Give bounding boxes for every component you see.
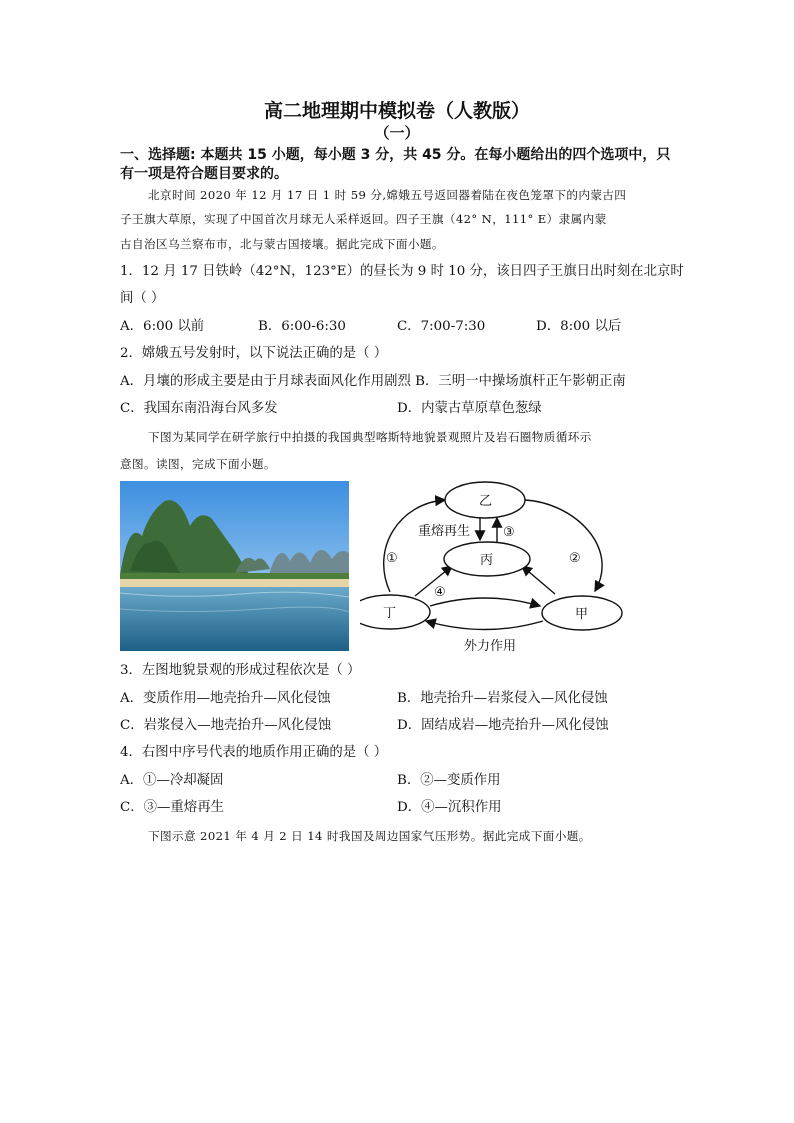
q1-stem-line2: 间（ ） (120, 291, 165, 306)
q2-stem: 2．嫦娥五号发射时，以下说法正确的是（ ） (120, 346, 388, 361)
q1-option-d: D．8:00 以后 (536, 319, 622, 334)
q3-stem: 3．左图地貌景观的形成过程依次是（ ） (120, 663, 361, 678)
q1-stem-line1: 1．12 月 17 日铁岭（42°N，123°E）的昼长为 9 时 10 分，该日四子王旗日出时刻在北京时 (120, 264, 684, 279)
q1-option-c: C．7:00-7:30 (397, 319, 486, 334)
q4-stem: 4．右图中序号代表的地质作用正确的是（ ） (120, 745, 388, 760)
q3-option-d: D．固结成岩—地壳抬升—风化侵蚀 (397, 718, 609, 733)
passage2-line2: 意图。读图，完成下面小题。 (120, 457, 276, 471)
label-4: ④ (434, 585, 446, 600)
node-bing-label: 丙 (480, 553, 494, 568)
section-heading-line1: 一、选择题: 本题共 15 小题，每小题 3 分，共 45 分。在每小题给出的四个选项中，只 (120, 147, 671, 163)
q3-option-c: C．岩浆侵入—地壳抬升—风化侵蚀 (120, 718, 332, 733)
page-subtitle: （一） (374, 124, 420, 142)
passage1-line3: 古自治区乌兰察布市，北与蒙古国接壤。据此完成下面小题。 (120, 237, 444, 251)
q4-option-a: A．①—冷却凝固 (120, 773, 224, 788)
q4-option-c: C．③—重熔再生 (120, 800, 224, 815)
label-3: ③ (503, 525, 515, 540)
label-external-force: 外力作用 (464, 639, 517, 654)
passage1-line1: 北京时间 2020 年 12 月 17 日 1 时 59 分,嫦娥五号返回器着陆在夜色笼罩下的内蒙古四 (148, 188, 627, 202)
q4-option-d: D．④—沉积作用 (397, 800, 502, 815)
passage2-line1: 下图为某同学在研学旅行中拍摄的我国典型喀斯特地貌景观照片及岩石圈物质循环示 (148, 430, 592, 444)
q2-option-ab: A．月壤的形成主要是由于月球表面风化作用剧烈 B．三明一中操场旗杆正午影朝正南 (120, 374, 626, 389)
q2-option-c: C．我国东南沿海台风多发 (120, 401, 278, 416)
node-yi-label: 乙 (479, 494, 493, 509)
q1-option-b: B．6:00-6:30 (258, 319, 346, 334)
q3-option-a: A．变质作用—地壳抬升—风化侵蚀 (120, 691, 331, 706)
node-ding-label: 丁 (383, 606, 397, 621)
page-title: 高二地理期中模拟卷（人教版） (263, 100, 530, 122)
q4-option-b: B．②—变质作用 (397, 773, 501, 788)
label-remelt: 重熔再生 (418, 524, 471, 539)
rock-cycle-diagram (360, 478, 660, 658)
label-2: ② (569, 551, 581, 566)
section-heading-line2: 有一项是符合题目要求的。 (120, 166, 288, 182)
karst-landscape-photo (120, 481, 349, 651)
q1-option-a: A．6:00 以前 (120, 319, 205, 334)
label-1: ① (386, 551, 398, 566)
passage1-line2: 子王旗大草原，实现了中国首次月球无人采样返回。四子王旗（42° N，111° E）隶属内蒙 (120, 212, 607, 226)
q2-option-d: D．内蒙古草原草色葱绿 (397, 401, 542, 416)
q3-option-b: B．地壳抬升—岩浆侵入—风化侵蚀 (397, 691, 608, 706)
passage3-line1: 下图示意 2021 年 4 月 2 日 14 时我国及周边国家气压形势。据此完成下面小题。 (148, 829, 591, 843)
node-jia-label: 甲 (575, 607, 589, 622)
